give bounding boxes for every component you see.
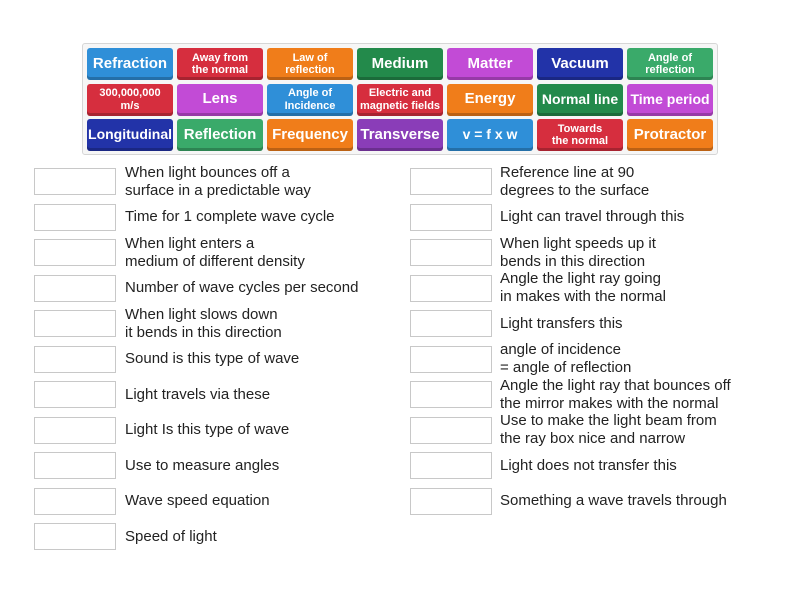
answer-tile-label: Reflection [183,125,257,143]
drop-slot[interactable] [410,204,492,231]
clue-text: Speed of light [125,527,217,545]
answer-tile[interactable] [267,48,353,80]
drop-slot[interactable] [410,381,492,408]
answer-tile-label: Matter [467,54,513,72]
clue-text: When light bounces off a surface in a predictable way [125,163,311,199]
drop-slot[interactable] [410,275,492,302]
answer-tile-label: Electric and magnetic fields [359,87,441,112]
clue-text: Wave speed equation [125,492,270,509]
clue-text: Light transfers this [500,314,623,332]
drop-slot[interactable] [410,310,492,337]
clue-text: Angle the light ray that bounces off the mirror makes with the normal [500,376,731,412]
answer-tile-label: Longitudinal [88,126,172,143]
answer-tiles-panel [82,43,718,155]
clue-text: Angle the light ray going in makes with the normal [500,270,666,305]
answer-tile[interactable] [357,84,443,116]
answer-tile[interactable] [447,119,533,151]
answer-tile-label: Refraction [92,54,168,72]
drop-slot[interactable] [410,168,492,195]
clue-text: When light speeds up it bends in this direction [500,234,656,270]
drop-slot[interactable] [34,239,116,266]
answer-tile[interactable] [447,48,533,80]
clue-text: When light enters a medium of different density [125,234,305,270]
answer-tile-label: Medium [371,54,429,72]
answer-tile-label: Energy [464,90,516,108]
clue-text: angle of incidence = angle of reflection [500,341,632,376]
answer-tile-label: Lens [202,90,238,108]
drop-slot[interactable] [34,417,116,444]
answer-tile-label: Angle of Incidence [284,87,336,112]
answer-tile[interactable] [87,48,173,80]
answer-tile[interactable] [87,119,173,151]
drop-slot[interactable] [34,488,116,515]
clue-text: Sound is this type of wave [125,350,300,367]
clue-text: Light Is this type of wave [125,421,290,438]
clue-text: Use to make the light beam from the ray box nice and narrow [500,412,717,447]
answer-tile[interactable] [177,119,263,151]
drop-slot[interactable] [34,452,116,479]
answer-tile-label: Angle of reflection [645,51,695,76]
answer-tile-label: Vacuum [551,54,609,72]
answer-tile-label: Normal line [541,90,619,107]
answer-tile-label: Time period [630,90,710,107]
clue-text: Light travels via these [125,385,271,403]
answer-tile-label: Towards the normal [551,122,609,147]
clue-text: Something a wave travels through [500,492,727,509]
drop-slot[interactable] [410,346,492,373]
drop-slot[interactable] [410,239,492,266]
drop-slot[interactable] [410,417,492,444]
answer-tile-label: Away from the normal [191,51,249,76]
answer-tile-label: 300,000,000 m/s [99,87,161,112]
answer-tile[interactable] [447,84,533,116]
answer-tile[interactable] [537,119,623,151]
answer-tile[interactable] [267,119,353,151]
clue-text: Time for 1 complete wave cycle [125,208,335,225]
answer-tile[interactable] [87,84,173,116]
clue-text: Reference line at 90 degrees to the surface [500,163,650,199]
answer-tile[interactable] [537,84,623,116]
answer-tile[interactable] [177,84,263,116]
answer-tile-label: Protractor [633,125,707,143]
answer-tile-label: Frequency [272,125,348,143]
answer-tile-label: Law of reflection [285,51,335,76]
drop-slot[interactable] [34,168,116,195]
answer-tile-label: Transverse [360,125,440,143]
drop-slot[interactable] [410,488,492,515]
answer-tile[interactable] [627,84,713,116]
drop-slot[interactable] [34,204,116,231]
drop-slot[interactable] [34,310,116,337]
answer-tile[interactable] [357,48,443,80]
clue-text: Number of wave cycles per second [125,279,359,296]
clue-text: Light can travel through this [500,208,685,225]
answer-tile-label: v = f x w [462,126,518,143]
drop-slot[interactable] [34,275,116,302]
drop-slot[interactable] [410,452,492,479]
answer-tile[interactable] [627,119,713,151]
answer-tile[interactable] [537,48,623,80]
answer-tile[interactable] [267,84,353,116]
drop-slot[interactable] [34,381,116,408]
answer-tile[interactable] [177,48,263,80]
drop-slot[interactable] [34,346,116,373]
drop-slot[interactable] [34,523,116,550]
clue-text: When light slows down it bends in this direction [125,305,282,341]
answer-tile[interactable] [357,119,443,151]
clue-text: Use to measure angles [125,456,280,474]
clue-text: Light does not transfer this [500,456,677,474]
answer-tile[interactable] [627,48,713,80]
